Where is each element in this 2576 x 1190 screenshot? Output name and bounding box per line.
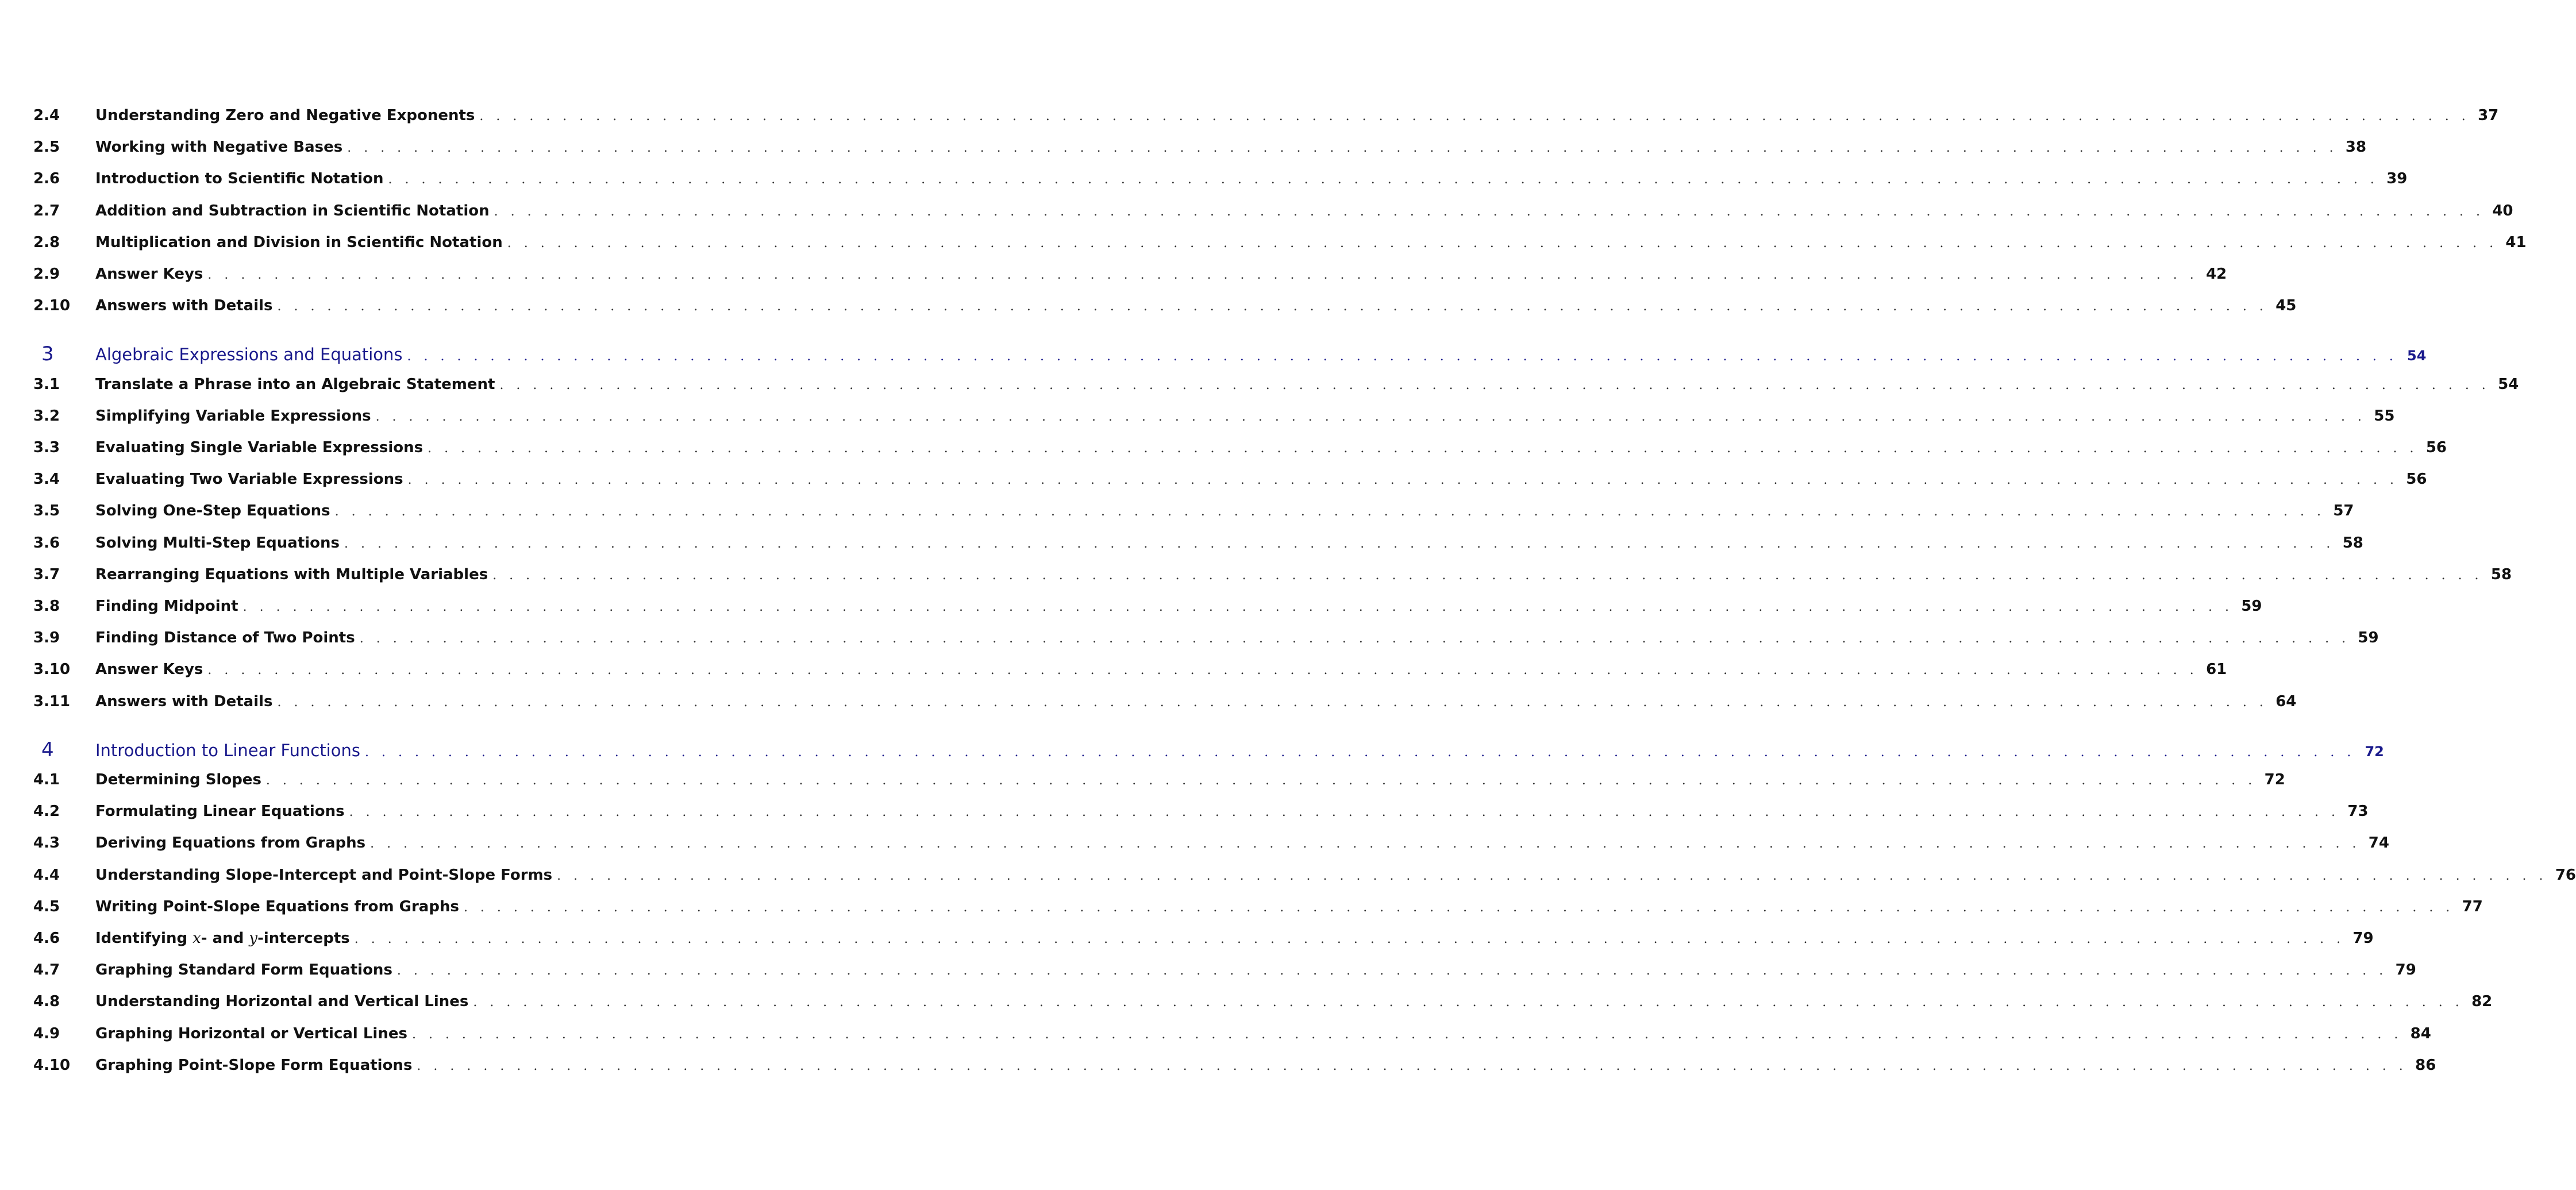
section-number: 2.7: [33, 202, 60, 219]
toc-section-entry[interactable]: [33, 234, 2527, 251]
section-title: Formulating Linear Equations: [95, 803, 345, 820]
section-number: 4.5: [33, 898, 60, 915]
dot-leader: . . . . . . . . . . . . . . . . . . . . . . . . . . . . . . . . . . . . . . . . . . . . . . . . . . . . . . . . . . . . . . . . . . . . . . . . . . . . . . . . . . . . . . . . . . . . . . . . . . . . . . . . . . . . . . . . . . . . . . . .: [349, 805, 2340, 819]
section-number: 4.10: [33, 1057, 71, 1074]
toc-section-entry[interactable]: [33, 803, 2369, 820]
toc-section-entry[interactable]: [33, 534, 2363, 552]
section-number: 3.4: [33, 471, 60, 488]
section-number: 3.7: [33, 566, 60, 583]
chapter-title: Introduction to Linear Functions: [95, 741, 360, 760]
toc-section-entry[interactable]: [33, 407, 2395, 425]
page-number: 64: [2275, 693, 2297, 710]
dot-leader: . . . . . . . . . . . . . . . . . . . . . . . . . . . . . . . . . . . . . . . . . . . . . . . . . . . . . . . . . . . . . . . . . . . . . . . . . . . . . . . . . . . . . . . . . . . . . . . . . . . . . . . . . . . . . . . . . . . . . . . .: [494, 205, 2485, 219]
page-number: 58: [2490, 566, 2512, 583]
dot-leader: . . . . . . . . . . . . . . . . . . . . . . . . . . . . . . . . . . . . . . . . . . . . . . . . . . . . . . . . . . . . . . . . . . . . . . . . . . . . . . . . . . . . . . . . . . . . . . . . . . . . . . . . . . . . . . . . . . . . . . . .: [428, 441, 2419, 456]
page-number: 79: [2352, 930, 2374, 947]
section-title: Understanding Horizontal and Vertical Lines: [95, 993, 469, 1010]
section-number: 3.10: [33, 661, 71, 678]
page-number: 77: [2462, 898, 2483, 915]
page-number: 59: [2241, 598, 2262, 615]
dot-leader: . . . . . . . . . . . . . . . . . . . . . . . . . . . . . . . . . . . . . . . . . . . . . . . . . . . . . . . . . . . . . . . . . . . . . . . . . . . . . . . . . . . . . . . . . . . . . . . . . . . . . . . . . . . . . . . . . . . . . . . .: [359, 631, 2350, 646]
toc-section-entry[interactable]: [33, 993, 2493, 1010]
dot-leader: . . . . . . . . . . . . . . . . . . . . . . . . . . . . . . . . . . . . . . . . . . . . . . . . . . . . . . . . . . . . . . . . . . . . . . . . . . . . . . . . . . . . . . . . . . . . . . . . . . . . . . . . . . . . . . . . . . . . . . . .: [207, 268, 2198, 282]
dot-leader: . . . . . . . . . . . . . . . . . . . . . . . . . . . . . . . . . . . . . . . . . . . . . . . . . . . . . . . . . . . . . . . . . . . . . . . . . . . . . . . . . . . . . . . . . . . . . . . . . . . . . . . . . . . . . . . . . . . . . . . .: [344, 537, 2335, 551]
section-title: Evaluating Two Variable Expressions: [95, 471, 403, 488]
section-number: 2.8: [33, 234, 60, 251]
dot-leader: . . . . . . . . . . . . . . . . . . . . . . . . . . . . . . . . . . . . . . . . . . . . . . . . . . . . . . . . . . . . . . . . . . . . . . . . . . . . . . . . . . . . . . . . . . . . . . . . . . . . . . . . . . . . . . . . . . . . . . . .: [396, 964, 2388, 978]
toc-section-entry[interactable]: [33, 693, 2297, 710]
section-title: Solving One-Step Equations: [95, 502, 330, 519]
title-text: - and: [201, 930, 249, 947]
math-variable: y: [249, 930, 258, 947]
toc-section-entry[interactable]: [33, 661, 2227, 678]
page-number: 40: [2492, 202, 2513, 219]
page-number: 41: [2505, 234, 2527, 251]
dot-leader: . . . . . . . . . . . . . . . . . . . . . . . . . . . . . . . . . . . . . . . . . . . . . . . . . . . . . . . . . . . . . . . . . . . . . . . . . . . . . . . . . . . . . . . . . . . . . . . . . . . . . . . . . . . . . . . . . . . . . . . .: [557, 869, 2547, 883]
dot-leader: . . . . . . . . . . . . . . . . . . . . . . . . . . . . . . . . . . . . . . . . . . . . . . . . . . . . . . . . . . . . . . . . . . . . . . . . . . . . . . . . . . . . . . . . . . . . . . . . . . . . . . . . . . . . . . . . . . . . . . . .: [492, 568, 2483, 583]
toc-section-entry[interactable]: [33, 439, 2447, 456]
page-number: 82: [2471, 993, 2493, 1010]
dot-leader: . . . . . . . . . . . . . . . . . . . . . . . . . . . . . . . . . . . . . . . . . . . . . . . . . . . . . . . . . . . . . . . . . . . . . . . . . . . . . . . . . . . . . . . . . . . . . . . . . . . . . . . . . . . . . . . . . . . . . . . .: [375, 410, 2366, 424]
section-title: Answers with Details: [95, 297, 273, 314]
section-number: 2.5: [33, 138, 60, 156]
section-title: Evaluating Single Variable Expressions: [95, 439, 423, 456]
dot-leader: . . . . . . . . . . . . . . . . . . . . . . . . . . . . . . . . . . . . . . . . . . . . . . . . . . . . . . . . . . . . . . . . . . . . . . . . . . . . . . . . . . . . . . . . . . . . . . . . . . . . . . . . . . . . . . . . . . . . . . . .: [411, 1027, 2402, 1042]
section-number: 2.9: [33, 265, 60, 283]
section-title: Answer Keys: [95, 265, 203, 283]
section-title: Determining Slopes: [95, 771, 261, 788]
section-title: Working with Negative Bases: [95, 138, 343, 156]
section-number: 4.4: [33, 866, 60, 884]
section-title: Answers with Details: [95, 693, 273, 710]
dot-leader: . . . . . . . . . . . . . . . . . . . . . . . . . . . . . . . . . . . . . . . . . . . . . . . . . . . . . . . . . . . . . . . . . . . . . . . . . . . . . . . . . . . . . . . . . . . . . . . . . . . . . . . . . . . . . . . . . . . . . . . .: [388, 172, 2379, 187]
dot-leader: . . . . . . . . . . . . . . . . . . . . . . . . . . . . . . . . . . . . . . . . . . . . . . . . . . . . . . . . . . . . . . . . . . . . . . . . . . . . . . . . . . . . . . . . . . . . . . . . . . . . . . . . . . . . . . . . . . . . . . . .: [354, 932, 2345, 946]
dot-leader: . . . . . . . . . . . . . . . . . . . . . . . . . . . . . . . . . . . . . . . . . . . . . . . . . . . . . . . . . . . . . . . . . . . . . . . . . . . . . . . . . . . . . . . . . . . . . . . . . . . . . . . . . . . . . . . . . . . . . . . .: [473, 995, 2464, 1010]
section-number: 3.1: [33, 376, 60, 393]
section-number: 3.11: [33, 693, 71, 710]
dot-leader: . . . . . . . . . . . . . . . . . . . . . . . . . . . . . . . . . . . . . . . . . . . . . . . . . . . . . . . . . . . . . . . . . . . . . . . . . . . . . . . . . . . . . . . . . . . . . . . . . . . . . . . . . . . . . . . . . . . . . . . .: [417, 1059, 2408, 1073]
page-number: 74: [2368, 834, 2389, 852]
page-number: 61: [2206, 661, 2227, 678]
section-title: Deriving Equations from Graphs: [95, 834, 366, 852]
toc-section-entry[interactable]: [33, 771, 2285, 788]
page-number: 59: [2358, 629, 2379, 646]
section-title: Graphing Horizontal or Vertical Lines: [95, 1025, 407, 1042]
toc-section-entry[interactable]: [33, 834, 2389, 852]
page-number: 42: [2206, 265, 2227, 283]
dot-leader: . . . . . . . . . . . . . . . . . . . . . . . . . . . . . . . . . . . . . . . . . . . . . . . . . . . . . . . . . . . . . . . . . . . . . . . . . . . . . . . . . . . . . . . . . . . . . . . . . . . . . . . . . . . . . . . . . . . . . . . .: [463, 900, 2454, 915]
toc-section-entry[interactable]: [33, 930, 2374, 947]
section-title: Finding Distance of Two Points: [95, 629, 355, 646]
section-title: Multiplication and Division in Scientific Notation: [95, 234, 503, 251]
dot-leader: . . . . . . . . . . . . . . . . . . . . . . . . . . . . . . . . . . . . . . . . . . . . . . . . . . . . . . . . . . . . . . . . . . . . . . . . . . . . . . . . . . . . . . . . . . . . . . . . . . . . . . . . . . . . . . . . . . . . . . . .: [364, 745, 2355, 760]
section-number: 4.3: [33, 834, 60, 852]
dot-leader: . . . . . . . . . . . . . . . . . . . . . . . . . . . . . . . . . . . . . . . . . . . . . . . . . . . . . . . . . . . . . . . . . . . . . . . . . . . . . . . . . . . . . . . . . . . . . . . . . . . . . . . . . . . . . . . . . . . . . . . .: [334, 505, 2325, 519]
toc-section-entry[interactable]: [33, 1057, 2436, 1074]
dot-leader: . . . . . . . . . . . . . . . . . . . . . . . . . . . . . . . . . . . . . . . . . . . . . . . . . . . . . . . . . . . . . . . . . . . . . . . . . . . . . . . . . . . . . . . . . . . . . . . . . . . . . . . . . . . . . . . . . . . . . . . .: [277, 299, 2268, 314]
section-title: Understanding Slope-Intercept and Point-Slope Forms: [95, 866, 553, 884]
math-variable: x: [192, 930, 201, 947]
toc-section-entry[interactable]: [33, 297, 2297, 314]
section-title: Solving Multi-Step Equations: [95, 534, 340, 552]
page-number: 39: [2386, 170, 2408, 187]
page-number: 54: [2407, 348, 2427, 364]
toc-section-entry[interactable]: [33, 502, 2354, 519]
toc-section-entry[interactable]: [33, 898, 2483, 915]
toc-chapter-entry[interactable]: [33, 738, 2384, 761]
section-number: 2.4: [33, 107, 60, 124]
section-title: Addition and Subtraction in Scientific Notation: [95, 202, 490, 219]
section-title: Translate a Phrase into an Algebraic Statement: [95, 376, 495, 393]
page-number: 57: [2333, 502, 2354, 519]
page-number: 86: [2415, 1057, 2436, 1074]
page-number: 76: [2555, 866, 2576, 884]
toc-section-entry[interactable]: [33, 566, 2512, 583]
section-number: 4.2: [33, 803, 60, 820]
toc-chapter-entry[interactable]: [33, 342, 2427, 365]
toc-section-entry[interactable]: [33, 629, 2379, 646]
title-text: -intercepts: [257, 930, 350, 947]
dot-leader: . . . . . . . . . . . . . . . . . . . . . . . . . . . . . . . . . . . . . . . . . . . . . . . . . . . . . . . . . . . . . . . . . . . . . . . . . . . . . . . . . . . . . . . . . . . . . . . . . . . . . . . . . . . . . . . . . . . . . . . .: [347, 141, 2338, 155]
page-number: 84: [2410, 1025, 2431, 1042]
page-number: 55: [2374, 407, 2395, 425]
toc-section-entry[interactable]: [33, 471, 2427, 488]
chapter-number: 4: [41, 738, 54, 761]
dot-leader: . . . . . . . . . . . . . . . . . . . . . . . . . . . . . . . . . . . . . . . . . . . . . . . . . . . . . . . . . . . . . . . . . . . . . . . . . . . . . . . . . . . . . . . . . . . . . . . . . . . . . . . . . . . . . . . . . . . . . . . .: [242, 600, 2234, 614]
section-title: Understanding Zero and Negative Exponents: [95, 107, 475, 124]
section-number: 3.3: [33, 439, 60, 456]
dot-leader: . . . . . . . . . . . . . . . . . . . . . . . . . . . . . . . . . . . . . . . . . . . . . . . . . . . . . . . . . . . . . . . . . . . . . . . . . . . . . . . . . . . . . . . . . . . . . . . . . . . . . . . . . . . . . . . . . . . . . . . .: [407, 473, 2398, 487]
section-title: Answer Keys: [95, 661, 203, 678]
section-title: Finding Midpoint: [95, 598, 238, 615]
section-title: Rearranging Equations with Multiple Variables: [95, 566, 488, 583]
section-number: 3.9: [33, 629, 60, 646]
dot-leader: . . . . . . . . . . . . . . . . . . . . . . . . . . . . . . . . . . . . . . . . . . . . . . . . . . . . . . . . . . . . . . . . . . . . . . . . . . . . . . . . . . . . . . . . . . . . . . . . . . . . . . . . . . . . . . . . . . . . . . . .: [370, 837, 2361, 851]
toc-section-entry[interactable]: [33, 866, 2576, 884]
page-number: 45: [2275, 297, 2297, 314]
page-number: 56: [2406, 471, 2427, 488]
dot-leader: . . . . . . . . . . . . . . . . . . . . . . . . . . . . . . . . . . . . . . . . . . . . . . . . . . . . . . . . . . . . . . . . . . . . . . . . . . . . . . . . . . . . . . . . . . . . . . . . . . . . . . . . . . . . . . . . . . . . . . . .: [265, 773, 2257, 788]
dot-leader: . . . . . . . . . . . . . . . . . . . . . . . . . . . . . . . . . . . . . . . . . . . . . . . . . . . . . . . . . . . . . . . . . . . . . . . . . . . . . . . . . . . . . . . . . . . . . . . . . . . . . . . . . . . . . . . . . . . . . . . .: [207, 663, 2198, 677]
dot-leader: . . . . . . . . . . . . . . . . . . . . . . . . . . . . . . . . . . . . . . . . . . . . . . . . . . . . . . . . . . . . . . . . . . . . . . . . . . . . . . . . . . . . . . . . . . . . . . . . . . . . . . . . . . . . . . . . . . . . . . . .: [407, 349, 2398, 364]
toc-section-entry[interactable]: [33, 1025, 2431, 1042]
page-number: 79: [2395, 961, 2416, 979]
title-text: Identifying: [95, 930, 193, 947]
dot-leader: . . . . . . . . . . . . . . . . . . . . . . . . . . . . . . . . . . . . . . . . . . . . . . . . . . . . . . . . . . . . . . . . . . . . . . . . . . . . . . . . . . . . . . . . . . . . . . . . . . . . . . . . . . . . . . . . . . . . . . . .: [277, 695, 2268, 710]
chapter-title: Algebraic Expressions and Equations: [95, 345, 403, 364]
page-number: 38: [2345, 138, 2367, 156]
dot-leader: . . . . . . . . . . . . . . . . . . . . . . . . . . . . . . . . . . . . . . . . . . . . . . . . . . . . . . . . . . . . . . . . . . . . . . . . . . . . . . . . . . . . . . . . . . . . . . . . . . . . . . . . . . . . . . . . . . . . . . . .: [499, 378, 2490, 392]
section-title: [95, 930, 355, 947]
section-number: 3.6: [33, 534, 60, 552]
dot-leader: . . . . . . . . . . . . . . . . . . . . . . . . . . . . . . . . . . . . . . . . . . . . . . . . . . . . . . . . . . . . . . . . . . . . . . . . . . . . . . . . . . . . . . . . . . . . . . . . . . . . . . . . . . . . . . . . . . . . . . . .: [507, 236, 2498, 251]
toc-section-entry[interactable]: [33, 961, 2416, 979]
page-number: 37: [2478, 107, 2499, 124]
section-title: Graphing Standard Form Equations: [95, 961, 392, 979]
section-number: 2.10: [33, 297, 71, 314]
section-number: 4.7: [33, 961, 60, 979]
toc-section-entry[interactable]: [33, 376, 2519, 393]
section-number: 4.9: [33, 1025, 60, 1042]
section-title: Introduction to Scientific Notation: [95, 170, 384, 187]
section-number: 3.5: [33, 502, 60, 519]
page-number: 72: [2365, 744, 2384, 760]
toc-section-entry[interactable]: [33, 598, 2262, 615]
toc-section-entry[interactable]: [33, 138, 2367, 156]
toc-section-entry[interactable]: [33, 107, 2499, 124]
page-number: 72: [2264, 771, 2285, 788]
section-title: Writing Point-Slope Equations from Graphs: [95, 898, 459, 915]
section-title: Graphing Point-Slope Form Equations: [95, 1057, 413, 1074]
toc-section-entry[interactable]: [33, 202, 2513, 219]
chapter-number: 3: [41, 342, 54, 365]
section-number: 4.6: [33, 930, 60, 947]
page-number: 73: [2347, 803, 2369, 820]
section-number: 4.8: [33, 993, 60, 1010]
section-number: 4.1: [33, 771, 60, 788]
toc-section-entry[interactable]: [33, 170, 2408, 187]
toc-section-entry[interactable]: [33, 265, 2227, 283]
section-number: 3.2: [33, 407, 60, 425]
dot-leader: . . . . . . . . . . . . . . . . . . . . . . . . . . . . . . . . . . . . . . . . . . . . . . . . . . . . . . . . . . . . . . . . . . . . . . . . . . . . . . . . . . . . . . . . . . . . . . . . . . . . . . . . . . . . . . . . . . . . . . . .: [479, 109, 2470, 124]
page-number: 54: [2498, 376, 2519, 393]
section-number: 2.6: [33, 170, 60, 187]
section-number: 3.8: [33, 598, 60, 615]
section-title: Simplifying Variable Expressions: [95, 407, 371, 425]
page-number: 56: [2425, 439, 2447, 456]
page-number: 58: [2342, 534, 2363, 552]
